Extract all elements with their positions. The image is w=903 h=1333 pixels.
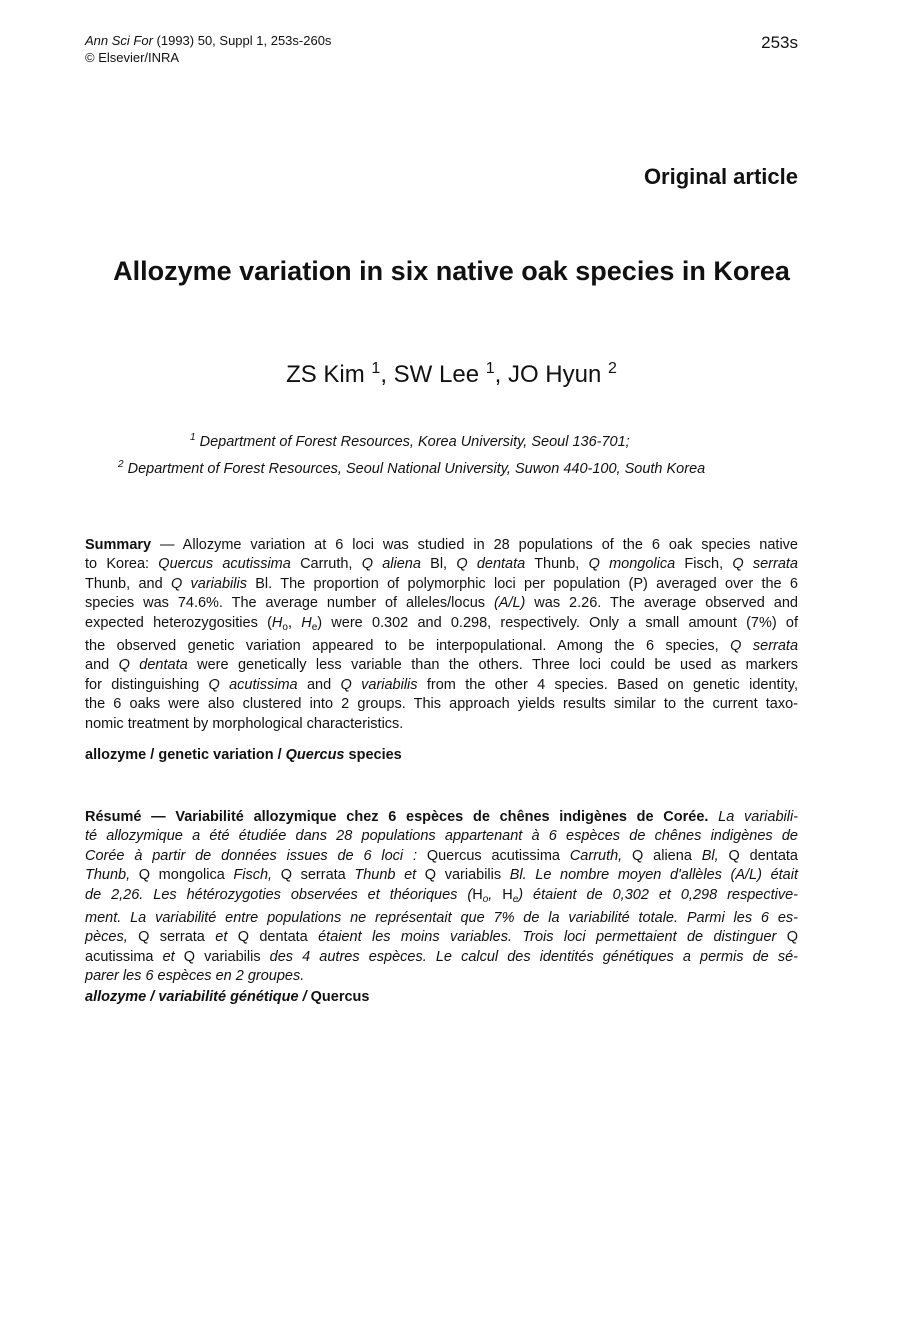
text-run: and <box>85 657 119 674</box>
text-line <box>85 637 798 656</box>
journal-name: Ann Sci For <box>85 33 153 48</box>
text-run: Q serrata <box>730 638 799 655</box>
author-affiliation-mark: 2 <box>608 360 617 377</box>
text-run: Q dentata <box>456 556 526 573</box>
text-line <box>85 715 798 734</box>
page-number: 253s <box>761 33 798 52</box>
author-affiliation-mark: 1 <box>371 360 381 377</box>
text-run: et <box>162 948 175 965</box>
text-run: Q variabilis <box>340 676 418 693</box>
text-line <box>85 695 798 714</box>
text-line <box>85 928 798 947</box>
text-run: Quercus <box>285 747 345 763</box>
text-run: Q variabilis <box>416 867 510 884</box>
text-run: Q variabilis <box>170 575 247 592</box>
text-run: were genetically less variable than the others. Three loci could be used as markers <box>187 657 798 674</box>
text-run: té allozymique a été étudiée dans 28 populations appartenant à 6 espèces de chênes indigènes de <box>85 828 798 845</box>
author-name: ZS Kim <box>286 361 372 388</box>
text-run: H <box>472 886 483 903</box>
text-run: Q aliena <box>361 556 421 573</box>
affiliation-text: Department of Forest Resources, Seoul National University, Suwon 440-100, South Korea <box>123 460 706 477</box>
text-run: Bl, <box>420 556 457 573</box>
text-run: for distinguishing <box>85 676 209 693</box>
text-run: H <box>502 886 513 903</box>
text-run: — Allozyme variation at 6 loci was studied in 28 populations of the 6 oak species native <box>151 537 798 553</box>
text-run: e <box>512 893 519 905</box>
text-run: La variabili- <box>708 809 798 825</box>
text-run: Fisch, <box>233 867 273 884</box>
text-run: Q mongolica <box>588 556 676 573</box>
text-line <box>85 886 798 909</box>
author-separator: , <box>380 361 394 388</box>
journal-volume-pages: (1993) 50, Suppl 1, 253s-260s <box>152 33 332 48</box>
text-line <box>85 536 798 555</box>
text-run: Thunb, and <box>85 575 171 592</box>
text-line <box>85 948 798 967</box>
text-run: Q serrata <box>272 867 355 884</box>
text-run: o <box>282 621 288 633</box>
text-run: acutissima <box>85 948 163 965</box>
text-line <box>85 575 798 594</box>
paper-title: Allozyme variation in six native oak species in Korea <box>113 256 790 286</box>
text-line <box>85 827 798 846</box>
text-run: H <box>271 614 283 631</box>
journal-citation <box>85 32 331 66</box>
text-run: was 2.26. The average observed and <box>525 595 798 612</box>
text-run: Q dentata <box>118 657 188 674</box>
text-run: Q dentata <box>227 929 319 946</box>
text-run: ) étaient de 0,302 et 0,298 respective- <box>518 886 799 903</box>
author-list <box>0 360 903 389</box>
text-run: de 2,26. Les hétérozygoties observées et théoriques ( <box>85 886 473 903</box>
text-run: Bl. Le nombre moyen d'allèles (A/L) était <box>509 867 798 884</box>
text-run: Quercus <box>310 989 370 1005</box>
text-run: Q serrata <box>138 929 216 946</box>
text-line <box>85 555 798 574</box>
text-line <box>85 847 798 866</box>
text-run: Summary <box>85 537 152 553</box>
text-run: Thunb, <box>85 867 131 884</box>
affiliation <box>118 459 705 477</box>
text-run: to Korea: <box>85 556 159 573</box>
resume-abstract-french <box>85 808 798 987</box>
text-line <box>85 967 798 986</box>
text-line <box>85 676 798 695</box>
text-run: Q serrata <box>732 556 798 573</box>
text-run: Thunb, <box>525 556 589 573</box>
text-run: pèces, <box>85 929 139 946</box>
author-affiliation-mark: 1 <box>485 360 495 377</box>
text-run: allozyme / variabilité génétique / <box>85 989 311 1005</box>
text-run: Bl. The proportion of polymorphic loci per population (P) averaged over the 6 <box>246 575 798 592</box>
affiliation-mark: 1 <box>190 432 196 443</box>
text-run: ment. La variabilité entre populations ne représentait que 7% de la variabilité totale. Parmi les 6 es- <box>85 910 798 927</box>
text-line <box>85 866 798 885</box>
text-line <box>85 614 798 637</box>
affiliation-text: Department of Forest Resources, Korea University, Seoul 136-701; <box>195 433 630 450</box>
article-type: Original article <box>643 164 798 189</box>
text-run: species was 74.6%. The average number of alleles/locus <box>85 595 494 612</box>
text-run: Q aliena <box>622 847 702 864</box>
text-run: Quercus acutissima <box>426 847 570 864</box>
text-run: , <box>287 614 302 631</box>
author-name: SW Lee <box>393 361 486 388</box>
summary-abstract <box>85 536 798 734</box>
text-run: Q <box>776 929 799 946</box>
text-line <box>85 656 798 675</box>
text-run: nomic treatment by morphological characteristics. <box>85 715 404 732</box>
text-run: e <box>311 621 318 633</box>
text-run: Corée à partir de données issues de 6 loci : <box>85 847 427 864</box>
text-run: Carruth, <box>290 556 362 573</box>
text-run: from the other 4 species. Based on genetic identity, <box>417 676 798 693</box>
text-run: Q mongolica <box>130 867 234 884</box>
text-run: Q dentata <box>718 847 798 864</box>
text-run: et <box>215 929 228 946</box>
text-run: Q variabilis <box>174 948 270 965</box>
text-run: , <box>488 886 503 903</box>
text-run: the 6 oaks were also clustered into 2 groups. This approach yields results similar to the current taxo- <box>85 696 798 713</box>
text-run: H <box>301 614 312 631</box>
text-run: expected heterozygosities ( <box>85 614 272 631</box>
author-name: JO Hyun <box>507 361 608 388</box>
text-run: o <box>482 893 489 905</box>
text-run: the observed genetic variation appeared to be interpopulational. Among the 6 species, <box>85 638 731 655</box>
text-line <box>85 594 798 613</box>
text-run: (A/L) <box>493 595 526 612</box>
keywords-english <box>85 746 798 765</box>
text-run: and <box>297 676 341 693</box>
text-run: parer les 6 espèces en 2 groupes. <box>85 968 305 985</box>
text-run: Q acutissima <box>208 676 298 693</box>
text-run: species <box>344 747 402 763</box>
text-run: Thunb et <box>354 867 417 884</box>
text-run: Carruth, <box>569 847 623 864</box>
text-run: Quercus acutissima <box>158 556 291 573</box>
affiliation-mark: 2 <box>118 459 124 470</box>
text-run: Résumé — Variabilité allozymique chez 6 espèces de chênes indigènes de Corée. <box>85 809 709 825</box>
copyright: © Elsevier/INRA <box>85 50 180 65</box>
text-run: des 4 autres espèces. Le calcul des identités génétiques a permis de sé- <box>269 948 798 965</box>
text-run: ) were 0.302 and 0.298, respectively. Only a small amount (7%) of <box>317 614 798 631</box>
keywords-french <box>85 988 798 1007</box>
author-separator: , <box>494 361 508 388</box>
text-run: étaient les moins variables. Trois loci permettaient de distinguer <box>318 929 777 946</box>
text-line <box>85 808 798 827</box>
text-run: Fisch, <box>675 556 733 573</box>
text-run: Bl, <box>701 847 719 864</box>
affiliation <box>190 432 630 450</box>
text-line <box>85 909 798 928</box>
text-run: allozyme / genetic variation / <box>85 747 286 763</box>
